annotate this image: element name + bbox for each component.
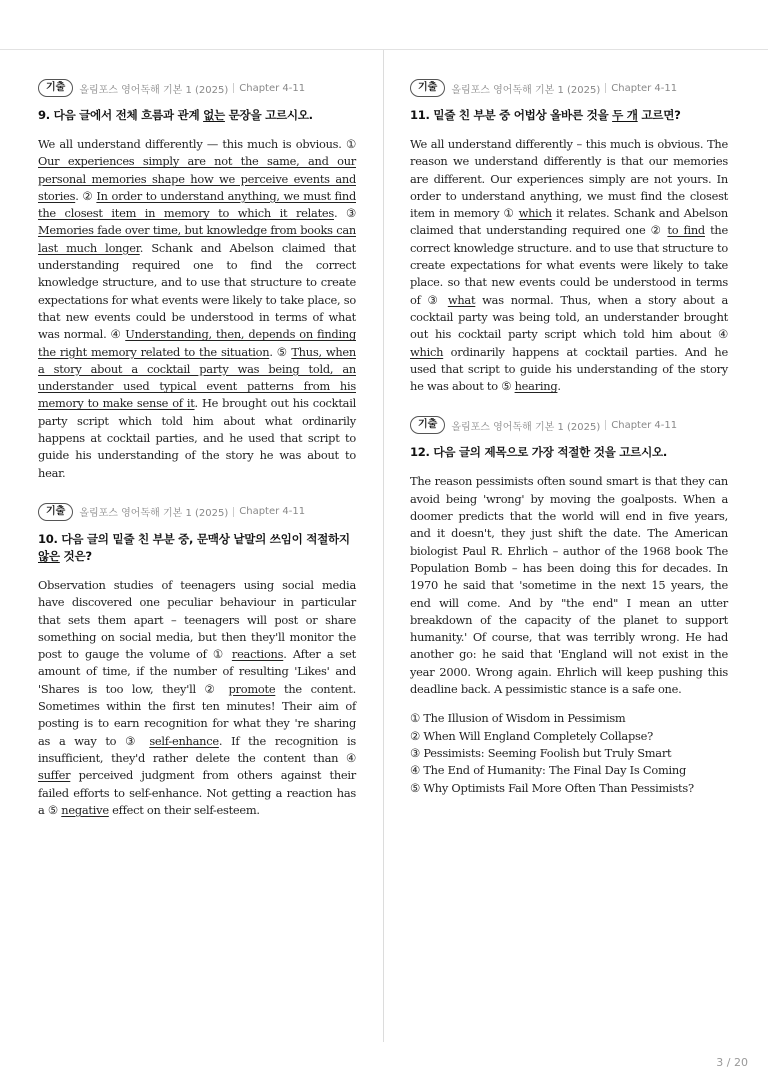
meta-separator (605, 420, 606, 430)
passage-text: effect on their self-esteem. (108, 802, 260, 817)
question-passage: The reason pessimists often sound smart is that they can avoid being 'wrong' by moving the goalposts. When a doomer predicts that the world will end in five years, and it doesn't, they just shift the date. The American biologist Paul R. Ehrlich – author of the 1968 book The Population Bomb – has been doing this for decades. In 1970 he said that 'sometime in the next 15 years, the end will come. And by "the end" I mean an utter breakdown of the capacity of the planet to support humanity.' Of course, that was terribly wrong. He had another go: he said that 'England will not exist in the year 2000. Wrong again. Ehrlich will keep pushing this deadline back. A pessimistic stance is a safe one. (410, 474, 728, 697)
question-title (410, 107, 728, 124)
underlined-word-1: reactions (231, 647, 284, 662)
chapter-label: Chapter 4-11 (611, 419, 678, 431)
underlined-sentence-1: Our experiences simply are not the same, and our personal memories shape how we perceive events and stories (38, 154, 356, 203)
source-label: 올림포스 영어독해 기본 1 (2025) (451, 421, 601, 433)
answer-option[interactable]: ⑤ Why Optimists Fail More Often Than Pessimists? (410, 780, 694, 795)
passage-text: . ③ (334, 206, 357, 221)
source-label: 올림포스 영어독해 기본 1 (2025) (451, 84, 601, 96)
answer-option[interactable]: ③ Pessimists: Seeming Foolish but Truly Smart (410, 745, 672, 760)
underlined-word-4: which (410, 344, 444, 359)
exam-tag-badge: 기출 (38, 79, 73, 97)
title-text: 것은? (59, 548, 92, 563)
underlined-word-1: which (518, 206, 552, 221)
underlined-sentence-2: In order to understand anything, we must find the closest item in memory to which it relates (38, 188, 356, 221)
meta-separator (605, 83, 606, 93)
underlined-word-3: what (447, 292, 476, 307)
meta-separator (233, 83, 234, 93)
header-rule (0, 49, 768, 50)
answer-option[interactable]: ② When Will England Completely Collapse? (410, 728, 653, 743)
right-column (410, 78, 728, 817)
exam-tag-badge: 기출 (410, 79, 445, 97)
underlined-word-4: suffer (38, 768, 71, 783)
underlined-word-2: to find (667, 223, 705, 238)
passage-text: . ⑤ (269, 344, 292, 359)
question-10 (38, 502, 356, 819)
title-text: 11. 밑줄 친 부분 중 어법상 올바른 것을 (410, 108, 613, 122)
question-title: 12. 다음 글의 제목으로 가장 적절한 것을 고르시오. (410, 445, 667, 460)
passage-text: it relates. Schank and Abelson claimed that understanding required one ② (410, 206, 728, 238)
question-meta (38, 78, 356, 98)
chapter-label: Chapter 4-11 (611, 82, 678, 94)
passage-text: . ② (75, 188, 97, 203)
underlined-sentence-3: Memories fade over time, but knowledge from books can last much longer (38, 223, 356, 255)
underlined-sentence-4: Understanding, then, depends on finding the right memory related to the situation (38, 327, 356, 359)
chapter-label: Chapter 4-11 (239, 82, 306, 94)
answer-options (410, 710, 728, 796)
passage-text: We all understand differently — this much is obvious. ① (38, 137, 356, 151)
passage-text: We all understand differently – this much is obvious. The reason we understand differently is that our memories are different. Our experiences simply are not yours. In order to understand anything, we must find the closest item in memory ① (410, 137, 728, 221)
title-emphasis: 않은 (38, 548, 60, 563)
exam-tag-badge: 기출 (38, 503, 73, 521)
question-meta (410, 78, 728, 98)
underlined-word-5: negative (61, 802, 109, 817)
passage-text: the content. Sometimes within the first ten minutes! Their aim of posting is to earn recognition for what they 're sharing as a way to ③ (38, 681, 356, 748)
passage-text: . If the recognition is insufficient, they'd rather delete the content than ④ (38, 733, 356, 765)
question-passage (38, 136, 356, 482)
answer-option[interactable]: ④ The End of Humanity: The Final Day Is Coming (410, 763, 687, 778)
passage-text: was normal. Thus, when a story about a cocktail party was being told, an understander brought out his cocktail party script which told him about ④ (410, 292, 729, 342)
title-text: 9. 다음 글에서 전체 흐름과 관계 (38, 108, 204, 122)
question-12 (410, 415, 728, 796)
underlined-word-2: promote (228, 681, 276, 696)
question-passage (38, 577, 356, 819)
question-title (38, 531, 356, 565)
passage-text: . After a set amount of time, if the number of resulting 'Likes' and 'Shares is too low, they'll ② (38, 647, 356, 696)
title-text: 문장을 고르시오. (224, 108, 313, 122)
passage-text: perceived judgment from others against their failed efforts to self-enhance. Not getting a reaction has a ⑤ (38, 768, 356, 817)
question-meta (410, 415, 728, 435)
underlined-word-3: self-enhance (149, 733, 219, 748)
question-11 (410, 78, 728, 395)
passage-text: ordinarily happens at cocktail parties. And he used that script to guide his understanding of the story he was about to ⑤ (410, 344, 728, 394)
question-passage (410, 136, 728, 395)
source-label: 올림포스 영어독해 기본 1 (2025) (79, 84, 229, 96)
title-text: 10. 다음 글의 밑줄 친 부분 중, 문맥상 낱말의 쓰임이 적절하지 (38, 531, 350, 546)
underlined-word-5: hearing (514, 379, 558, 394)
exam-tag-badge: 기출 (410, 416, 445, 434)
question-meta (38, 502, 356, 522)
question-title (38, 107, 356, 124)
passage-text: Observation studies of teenagers using social media have discovered one peculiar behaviour in particular that sets them apart – teenagers will post or share something on social media, but then they'll monitor the post to gauge the volume of ① (38, 577, 356, 662)
title-emphasis: 없는 (203, 108, 225, 122)
title-emphasis: 두 개 (612, 108, 638, 122)
passage-text: . (557, 379, 561, 394)
source-label: 올림포스 영어독해 기본 1 (2025) (79, 508, 229, 520)
passage-text: . He brought out his cocktail party script which told him about what ordinarily happens at cocktail parties, and he used that script to guide his understanding of the story he was about to hear. (38, 396, 356, 480)
meta-separator (233, 507, 234, 517)
underlined-sentence-5: Thus, when a story about a cocktail party was being told, an understander used typical event patterns from his memory to make sense of it (38, 344, 356, 411)
passage-text: . Schank and Abelson claimed that understanding required one to find the correct knowledge structure, and to use that structure to create expectations for what events were likely to take place, so that new events could be understood in terms of what was normal. ④ (38, 240, 356, 342)
answer-option[interactable]: ① The Illusion of Wisdom in Pessimism (410, 711, 626, 726)
chapter-label: Chapter 4-11 (239, 506, 306, 518)
page-number: 3 / 20 (716, 1056, 748, 1069)
question-9 (38, 78, 356, 482)
title-text: 고르면? (637, 108, 681, 122)
passage-text: the correct knowledge structure. and to use that structure to create expectations for what events were likely to take place. so that new events could be understood in terms of ③ (410, 223, 728, 307)
left-column (38, 78, 356, 839)
column-divider (383, 50, 384, 1042)
